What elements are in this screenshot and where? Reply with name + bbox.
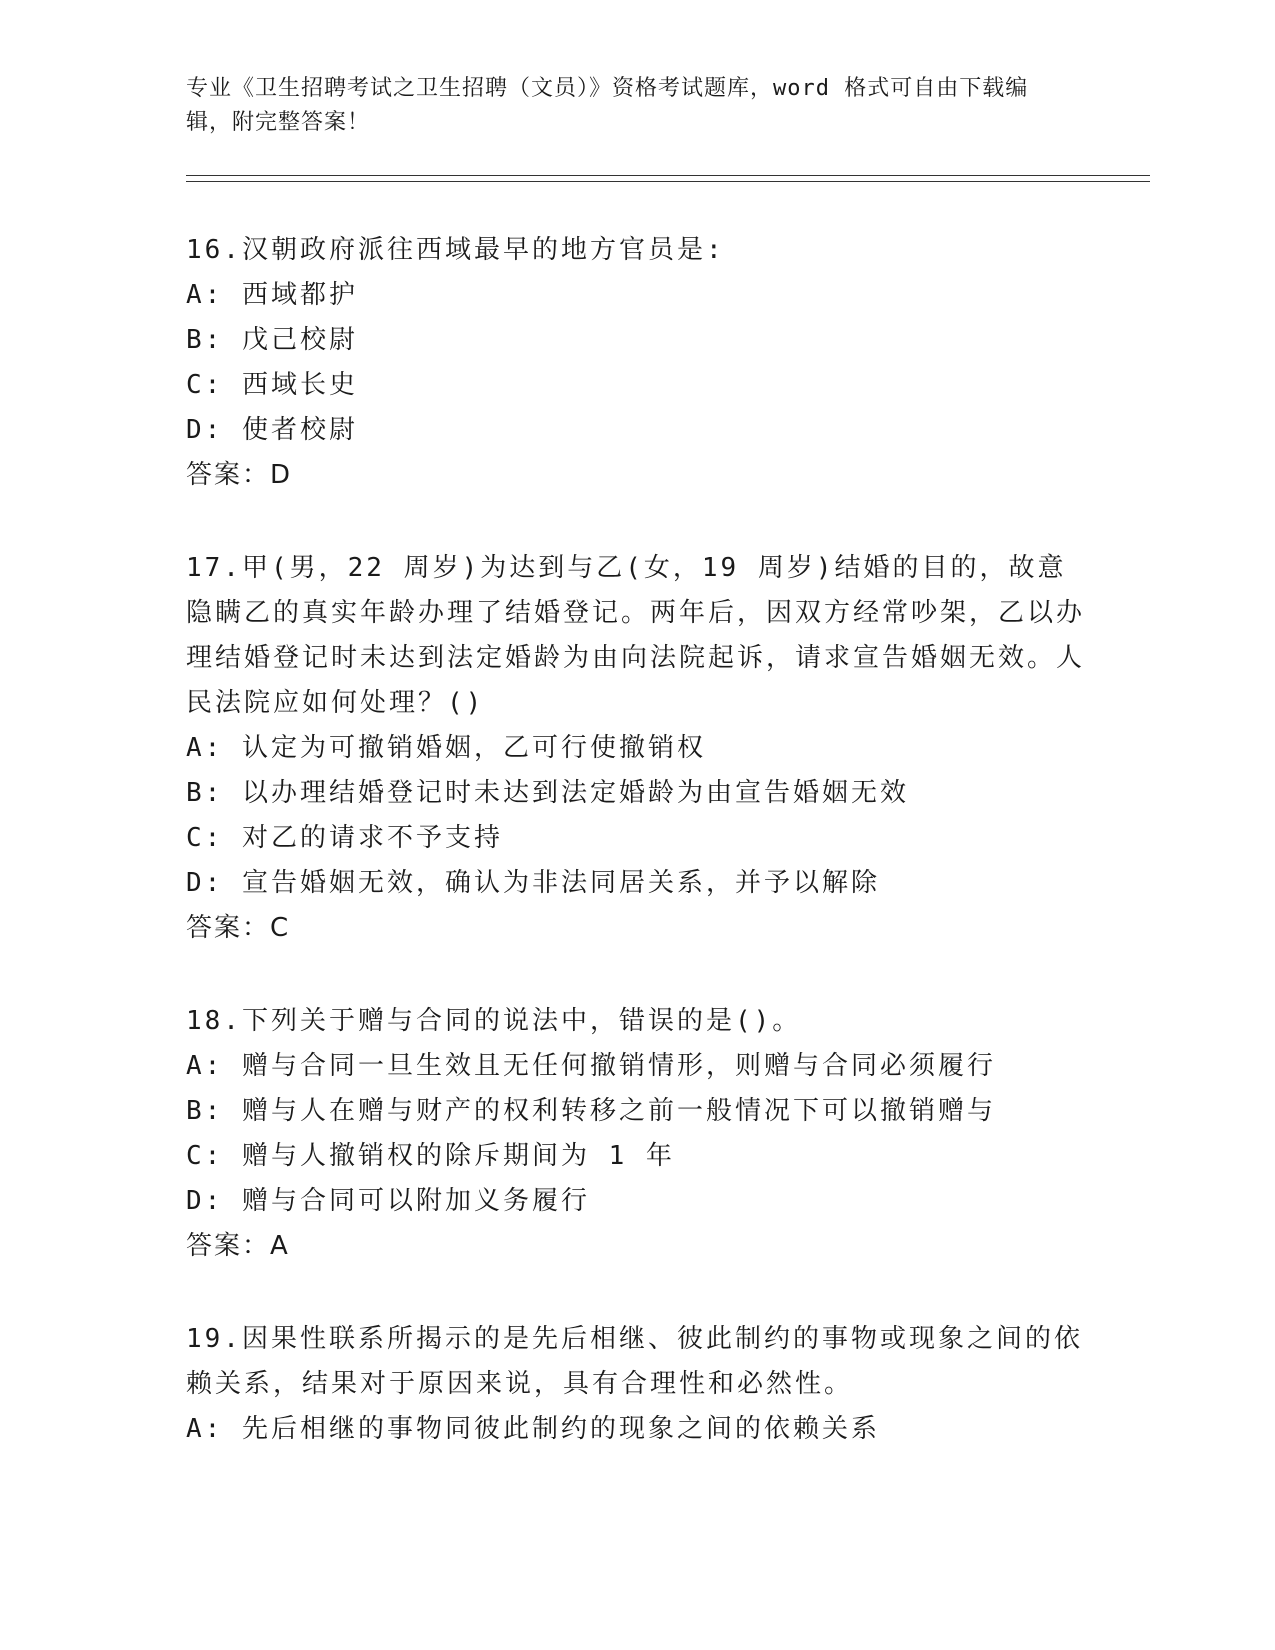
answer-line: 答案：C: [186, 913, 291, 943]
option-b: B: 戊己校尉: [186, 325, 358, 355]
option-d: D: 使者校尉: [186, 415, 358, 445]
option-a: A: 先后相继的事物同彼此制约的现象之间的依赖关系: [186, 1414, 880, 1444]
option-c: C: 西域长史: [186, 370, 358, 400]
document-header: 专业《卫生招聘考试之卫生招聘（文员）》资格考试题库，word 格式可自由下载编辑，附完整答案！: [186, 76, 1029, 135]
question-stem: 18.下列关于赠与合同的说法中，错误的是()。: [186, 1006, 802, 1036]
option-d: D: 宣告婚姻无效，确认为非法同居关系，并予以解除: [186, 868, 880, 898]
answer-line: 答案：A: [186, 1231, 290, 1261]
option-d: D: 赠与合同可以附加义务履行: [186, 1186, 590, 1216]
option-b: B: 以办理结婚登记时未达到法定婚龄为由宣告婚姻无效: [186, 778, 909, 808]
option-b: B: 赠与人在赠与财产的权利转移之前一般情况下可以撤销赠与: [186, 1096, 996, 1126]
option-c: C: 对乙的请求不予支持: [186, 823, 503, 853]
question-stem: 16.汉朝政府派往西域最早的地方官员是:: [186, 235, 725, 265]
question-16: [186, 228, 1086, 498]
question-18: [186, 999, 1086, 1269]
option-a: A: 西域都护: [186, 280, 358, 310]
question-17: [186, 546, 1086, 951]
question-stem: 19.因果性联系所揭示的是先后相继、彼此制约的事物或现象之间的依赖关系，结果对于原因来说，具有合理性和必然性。: [186, 1324, 1083, 1399]
question-19: [186, 1317, 1086, 1452]
header-divider: [186, 175, 1150, 182]
answer-line: 答案：D: [186, 460, 293, 490]
question-list: [186, 228, 1086, 1500]
option-a: A: 认定为可撤销婚姻，乙可行使撤销权: [186, 733, 706, 763]
question-stem: 17.甲(男，22 周岁)为达到与乙(女，19 周岁)结婚的目的，故意隐瞒乙的真实年龄办理了结婚登记。两年后，因双方经常吵架，乙以办理结婚登记时未达到法定婚龄为由向法院起诉，请求宣告婚姻无效。人民法院应如何处理？(): [186, 553, 1086, 718]
option-c: C: 赠与人撤销权的除斥期间为 1 年: [186, 1141, 675, 1171]
option-a: A: 赠与合同一旦生效且无任何撤销情形，则赠与合同必须履行: [186, 1051, 996, 1081]
